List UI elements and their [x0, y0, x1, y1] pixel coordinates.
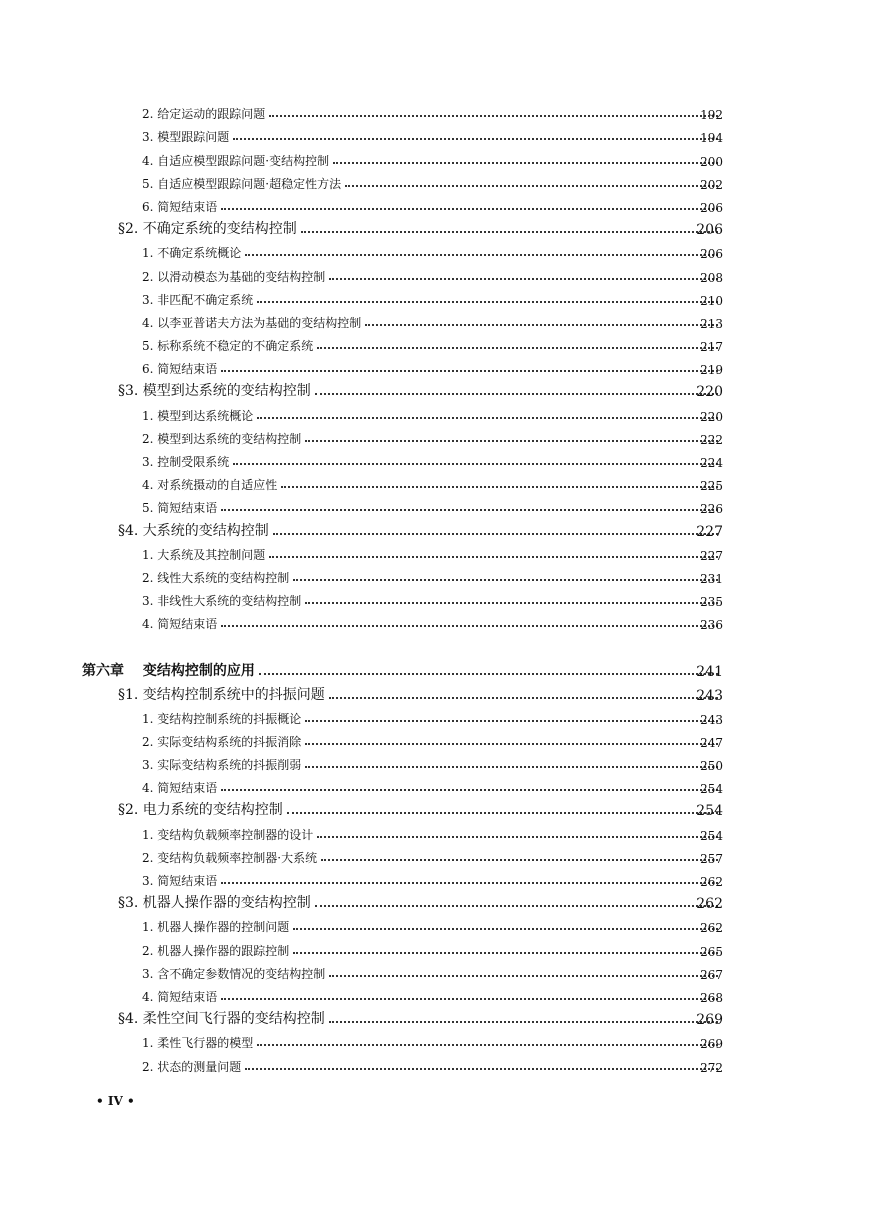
toc-entry-title: 3. 简短结束语 [142, 874, 218, 888]
toc-entry-title: 1. 大系统及其控制问题 [142, 547, 266, 562]
toc-page-number: 220 [700, 409, 723, 424]
toc-page-number: 222 [700, 432, 723, 447]
dot-leader [233, 138, 718, 140]
toc-entry-title: 3. 含不确定参数情况的变结构控制 [142, 966, 326, 981]
dot-leader [293, 579, 718, 581]
dot-leader [315, 393, 718, 395]
dot-leader [305, 766, 718, 768]
toc-entry-title: §4. 大系统的变结构控制 [118, 522, 269, 539]
toc-item-row [0, 727, 869, 750]
toc-page-number: 224 [700, 456, 723, 470]
toc-entry-title: 6. 简短结束语 [142, 362, 218, 377]
toc-item-row [0, 122, 869, 145]
page-folio: • IV • [96, 1094, 135, 1108]
toc-entry-title: 3. 模型跟踪问题 [142, 130, 230, 145]
toc-entry-title: 4. 自适应模型跟踪问题·变结构控制 [142, 153, 330, 168]
toc-page-number: 219 [700, 363, 723, 378]
dot-leader [281, 486, 718, 488]
dot-leader [221, 789, 718, 791]
toc-page-number: 210 [700, 293, 723, 308]
dot-leader [287, 812, 718, 814]
toc-page-number: 225 [700, 479, 723, 494]
toc-page-number: 202 [700, 177, 723, 192]
toc-page-number: 213 [700, 316, 723, 331]
toc-page-number: 200 [700, 154, 723, 169]
toc-page-number: 262 [696, 896, 723, 913]
toc-page-number: 194 [700, 131, 723, 146]
toc-page-number: 262 [700, 921, 723, 936]
toc-entry-title: §3. 机器人操作器的变结构控制 [118, 895, 311, 912]
dot-leader [273, 533, 718, 535]
toc-entry-title: §1. 变结构控制系统中的抖振问题 [118, 686, 325, 703]
toc-page-number: 254 [700, 828, 723, 843]
dot-leader [257, 417, 718, 419]
dot-leader [269, 556, 718, 558]
toc-item-row [0, 145, 869, 168]
toc-page-number: 247 [700, 735, 723, 750]
toc-page-number: 265 [700, 944, 723, 959]
toc-item-row [0, 424, 869, 447]
dot-leader [365, 324, 718, 326]
dot-leader [317, 836, 718, 838]
dot-leader [221, 882, 718, 884]
toc-entry-title: 1. 变结构负载频率控制器的设计 [142, 827, 314, 842]
toc-entry-title: 2. 给定运动的跟踪问题 [142, 107, 266, 122]
toc-item-row [0, 192, 869, 215]
toc-entry-title: 1. 变结构控制系统的抖振概论 [142, 711, 302, 726]
toc-page-number: 250 [700, 759, 723, 774]
toc-entry-title: §2. 不确定系统的变结构控制 [118, 221, 297, 238]
toc-page-number: 257 [700, 851, 723, 866]
toc-item-row [0, 261, 869, 284]
toc-item-row [0, 912, 869, 935]
dot-leader [259, 673, 718, 675]
toc-entry-title: 5. 简短结束语 [142, 501, 218, 516]
toc-entry-title: 1. 机器人操作器的控制问题 [142, 920, 290, 935]
toc-chapter-row [0, 646, 869, 680]
toc-entry-title: 3. 非线性大系统的变结构控制 [142, 594, 302, 609]
toc-page-number: 269 [700, 1037, 723, 1052]
toc-item-row [0, 563, 869, 586]
dot-leader [305, 720, 718, 722]
toc-section-row [0, 680, 869, 703]
toc-section-row [0, 889, 869, 912]
toc-page-number: 192 [700, 108, 723, 123]
dot-leader [221, 998, 718, 1000]
dot-leader [245, 1068, 718, 1070]
dot-leader [221, 370, 718, 372]
toc-page-number: 226 [700, 502, 723, 517]
dot-leader [305, 602, 718, 604]
toc-item-row [0, 959, 869, 982]
toc-entry-title: 4. 以李亚普诺夫方法为基础的变结构控制 [142, 315, 362, 330]
dot-leader [305, 440, 718, 442]
toc-entry-title: 2. 机器人操作器的跟踪控制 [142, 943, 290, 958]
dot-leader [301, 231, 718, 233]
toc-page-number: 227 [696, 523, 723, 540]
toc-entry-title: §4. 柔性空间飞行器的变结构控制 [118, 1011, 325, 1028]
dot-leader [269, 115, 718, 117]
toc-entry-title: 2. 线性大系统的变结构控制 [142, 570, 290, 585]
toc-entry-title: 4. 简短结束语 [142, 781, 218, 796]
toc-entry-title: 5. 标称系统不稳定的不确定系统 [142, 339, 314, 354]
toc-item-row [0, 99, 869, 122]
toc-entry-title: 2. 以滑动模态为基础的变结构控制 [142, 269, 326, 284]
toc-item-row [0, 843, 869, 866]
toc-item-row [0, 866, 869, 889]
dot-leader [257, 301, 718, 303]
toc-item-row [0, 354, 869, 377]
toc-entry-title: 2. 实际变结构系统的抖振消除 [142, 734, 302, 749]
toc-entry-title: 3. 非匹配不确定系统 [142, 292, 254, 307]
toc-page-number: 235 [700, 595, 723, 610]
dot-leader [305, 743, 718, 745]
toc-item-row [0, 493, 869, 516]
toc-section-row [0, 796, 869, 819]
toc-page-number: 231 [700, 571, 723, 586]
dot-leader [221, 625, 718, 627]
toc-page-number: 206 [700, 247, 723, 262]
dot-leader [329, 1021, 718, 1023]
toc-entry-title: 4. 对系统摄动的自适应性 [142, 478, 278, 493]
toc-entry-title: §2. 电力系统的变结构控制 [118, 802, 283, 819]
toc-section-row [0, 215, 869, 238]
toc-page-number: 206 [700, 200, 723, 215]
toc-item-row [0, 982, 869, 1005]
toc-page-number: 262 [700, 875, 723, 889]
toc-page-number: 269 [696, 1012, 723, 1029]
toc-item-row [0, 819, 869, 842]
toc-entry-title: 1. 不确定系统概论 [142, 246, 242, 261]
toc-item-row [0, 704, 869, 727]
toc-entry-title: 3. 控制受限系统 [142, 455, 230, 469]
toc-page-number: 206 [696, 222, 723, 239]
toc-page-number: 268 [700, 990, 723, 1005]
toc-entry-title: 1. 模型到达系统概论 [142, 408, 254, 423]
table-of-contents [0, 99, 869, 1075]
toc-entry-title: 4. 简短结束语 [142, 617, 218, 632]
toc-item-row [0, 470, 869, 493]
toc-page-number: 243 [700, 712, 723, 727]
toc-item-row [0, 285, 869, 308]
toc-item-row [0, 540, 869, 563]
toc-entry-title: 2. 状态的测量问题 [142, 1059, 242, 1074]
dot-leader [221, 208, 718, 210]
toc-page-number: 236 [700, 618, 723, 633]
dot-leader [245, 254, 718, 256]
dot-leader [317, 347, 718, 349]
toc-item-row [0, 238, 869, 261]
dot-leader [329, 697, 718, 699]
toc-page-number: 254 [696, 803, 723, 820]
toc-section-row [0, 516, 869, 539]
dot-leader [233, 463, 718, 465]
toc-item-row [0, 586, 869, 609]
toc-entry-title: 第六章 变结构控制的应用 [82, 663, 255, 680]
toc-item-row [0, 1028, 869, 1051]
toc-entry-title: §3. 模型到达系统的变结构控制 [118, 383, 311, 400]
toc-page-number: 267 [700, 967, 723, 982]
toc-page-number: 254 [700, 782, 723, 797]
dot-leader [345, 185, 718, 187]
dot-leader [329, 278, 718, 280]
toc-entry-title: 3. 实际变结构系统的抖振削弱 [142, 758, 302, 773]
toc-item-row [0, 169, 869, 192]
dot-leader [329, 975, 718, 977]
dot-leader [293, 928, 718, 930]
dot-leader [257, 1044, 718, 1046]
toc-entry-title: 1. 柔性飞行器的模型 [142, 1036, 254, 1051]
dot-leader [293, 952, 718, 954]
chapter-gap [0, 632, 869, 646]
toc-item-row [0, 447, 869, 470]
toc-item-row [0, 935, 869, 958]
toc-item-row [0, 609, 869, 632]
toc-item-row [0, 308, 869, 331]
toc-page-number: 241 [696, 664, 723, 681]
toc-entry-title: 2. 模型到达系统的变结构控制 [142, 431, 302, 446]
dot-leader [221, 509, 718, 511]
toc-section-row [0, 377, 869, 400]
dot-leader [333, 162, 718, 164]
toc-page-number: 243 [696, 687, 723, 704]
toc-page-number: 217 [700, 340, 723, 355]
toc-page-number: 208 [700, 270, 723, 285]
toc-section-row [0, 1005, 869, 1028]
toc-entry-title: 4. 简短结束语 [142, 989, 218, 1004]
toc-item-row [0, 331, 869, 354]
toc-page-number: 227 [700, 548, 723, 563]
toc-entry-title: 2. 变结构负载频率控制器·大系统 [142, 850, 318, 865]
toc-entry-title: 5. 自适应模型跟踪问题·超稳定性方法 [142, 176, 342, 191]
toc-page-number: 272 [700, 1060, 723, 1075]
toc-entry-title: 6. 简短结束语 [142, 199, 218, 214]
toc-item-row [0, 400, 869, 423]
dot-leader [315, 905, 718, 907]
dot-leader [321, 859, 718, 861]
toc-page-number: 220 [696, 384, 723, 401]
toc-item-row [0, 750, 869, 773]
toc-item-row [0, 773, 869, 796]
toc-item-row [0, 1051, 869, 1074]
